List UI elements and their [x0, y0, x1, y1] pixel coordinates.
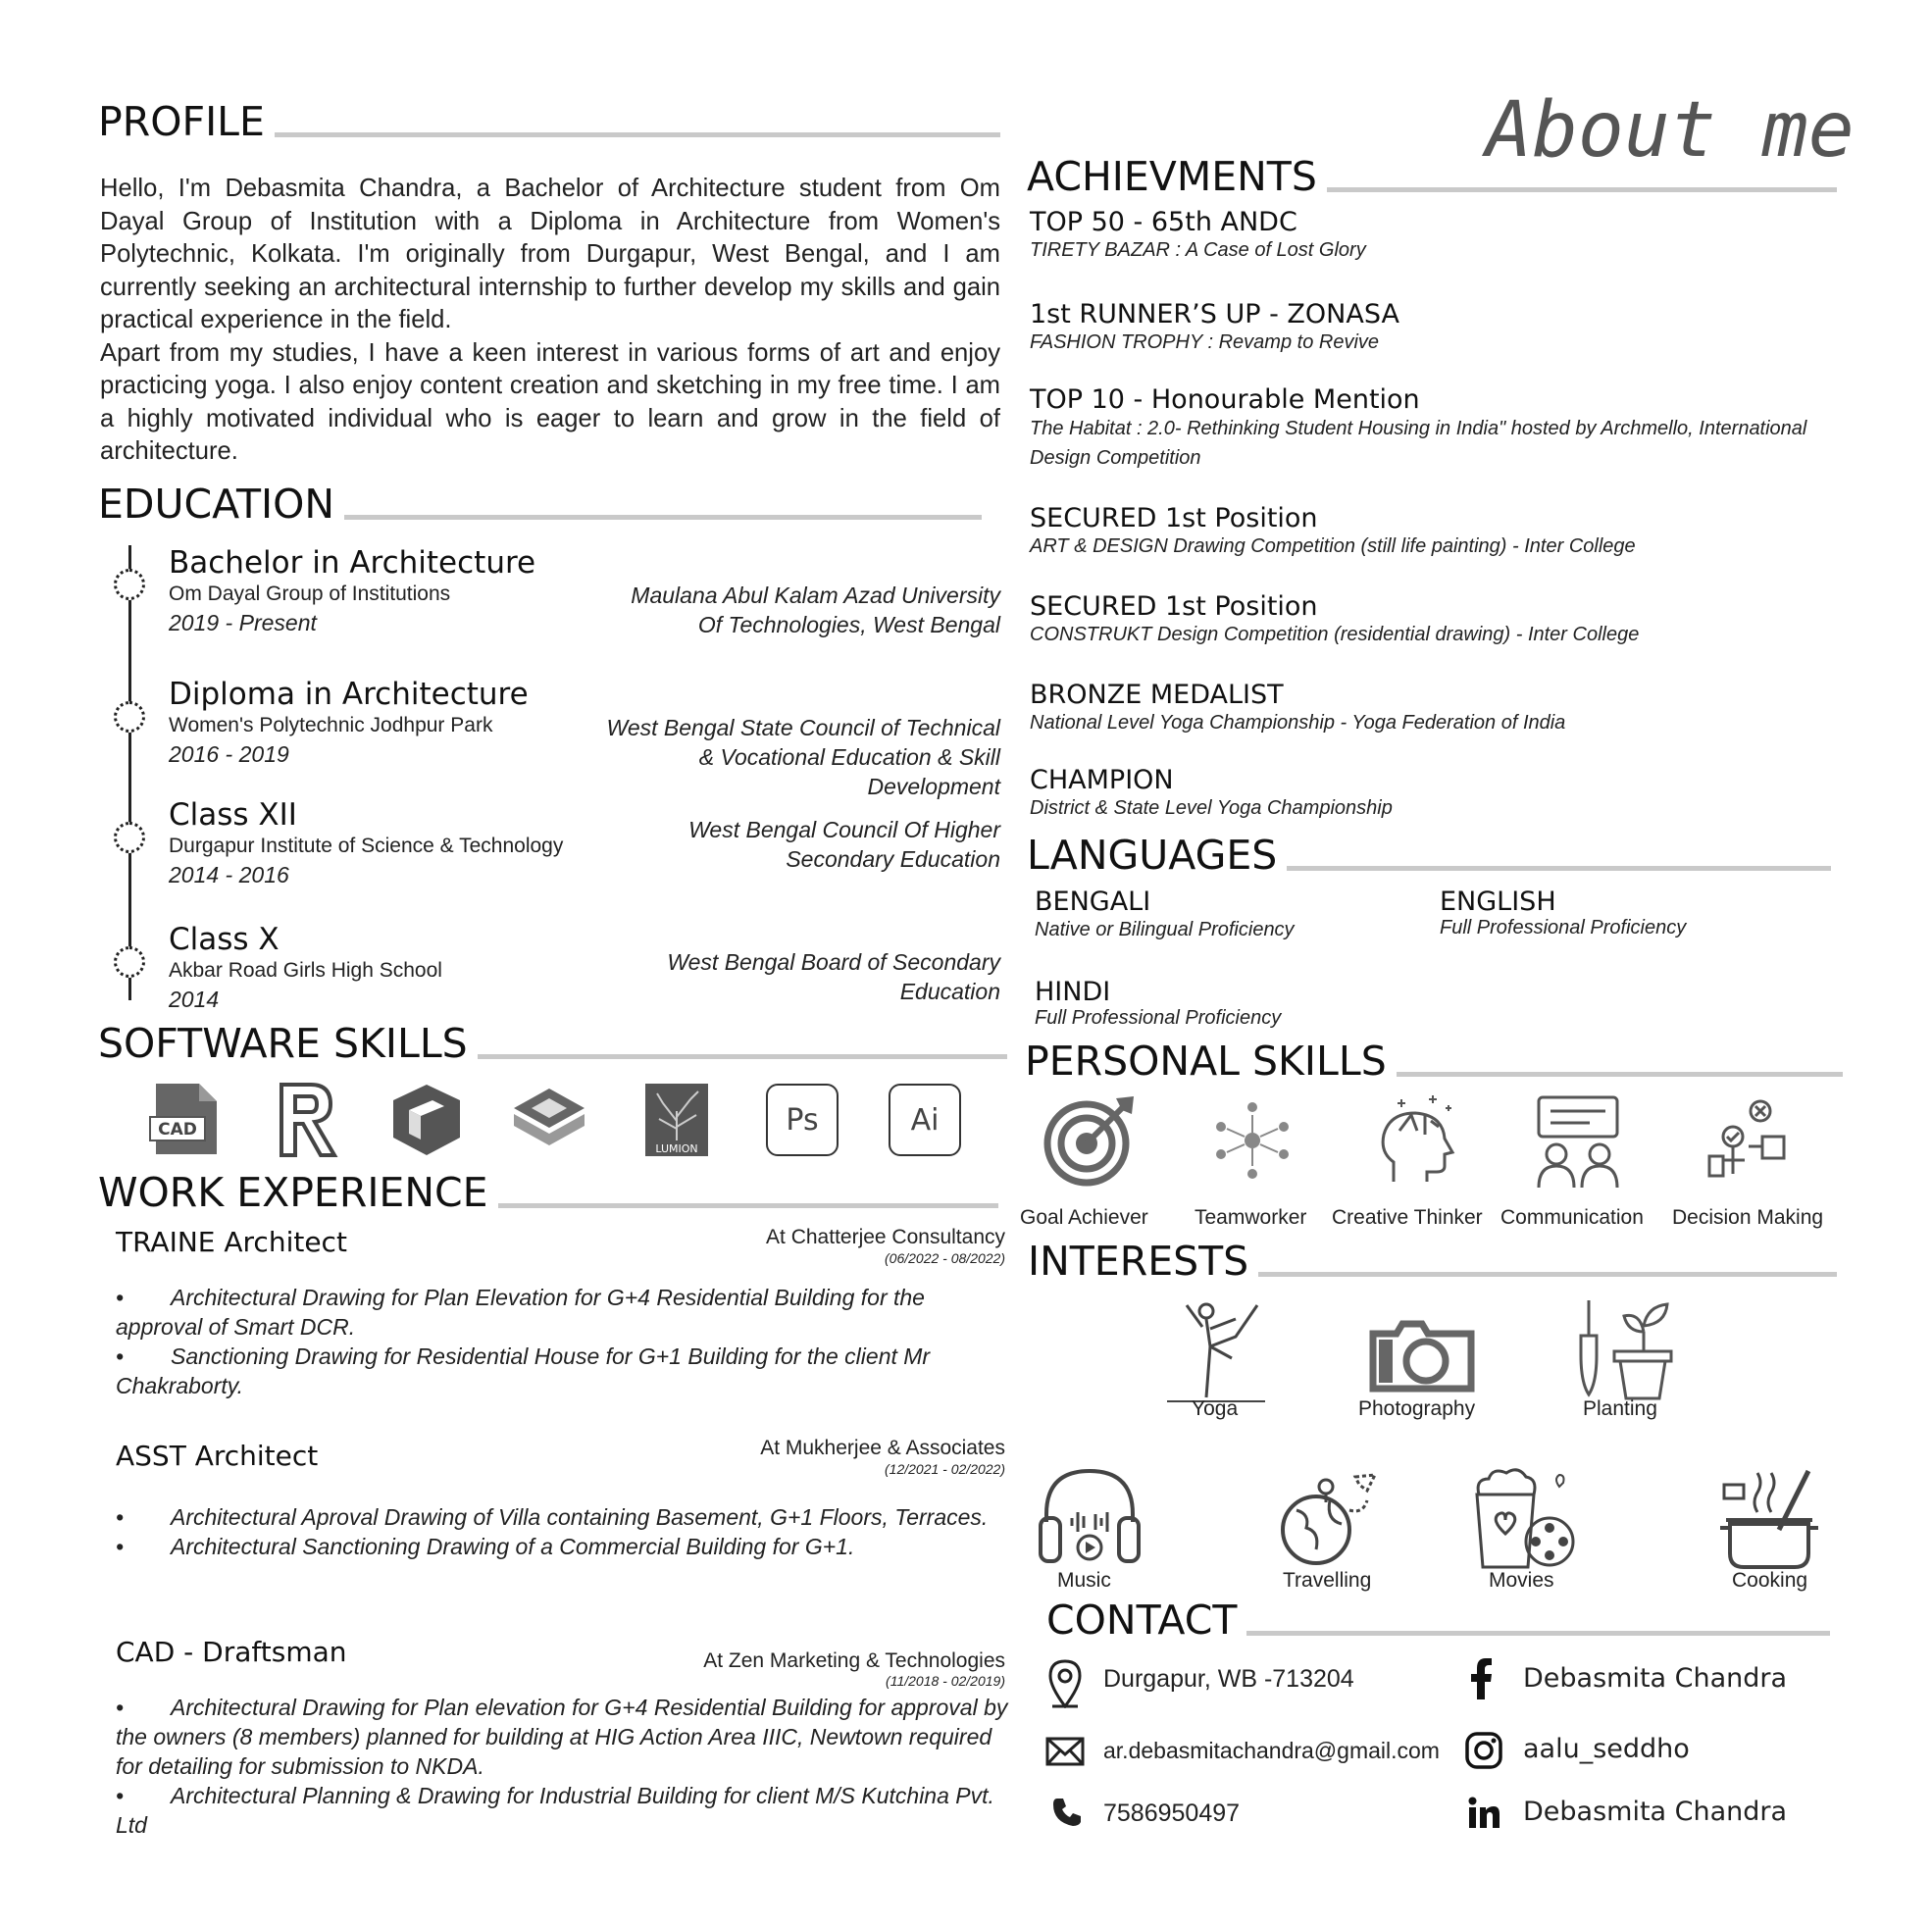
contact-heading-text: CONTACT — [1046, 1597, 1238, 1644]
headphones-icon — [1035, 1463, 1144, 1569]
sketchup-icon — [387, 1081, 466, 1159]
job-bullet: • Sanctioning Drawing for Residential House for G+1 Building for the client Mr Chakraborty. — [116, 1343, 931, 1398]
edu-degree: Bachelor in Architecture — [169, 545, 536, 581]
skill-label: Communication — [1500, 1206, 1644, 1229]
interests-heading — [1028, 1238, 1837, 1285]
edu-board — [569, 713, 1000, 801]
edu-board-line: West Bengal Council Of Higher — [688, 817, 1000, 842]
personal-skills-heading-text: PERSONAL SKILLS — [1025, 1038, 1387, 1085]
achievement-title: TOP 10 - Honourable Mention — [1030, 384, 1420, 415]
job-bullet-text: Architectural Planning & Drawing for Industrial Building for client M/S Kutchina Pvt. Ltd — [116, 1783, 994, 1838]
autocad-icon-label: CAD — [158, 1120, 197, 1140]
achievement-detail: National Level Yoga Championship - Yoga Federation of India — [1030, 712, 1566, 734]
phone-icon — [1047, 1793, 1087, 1832]
contact-email[interactable]: ar.debasmitachandra@gmail.com — [1103, 1738, 1440, 1763]
photoshop-icon — [763, 1081, 841, 1159]
job-bullet: • Architectural Drawing for Plan elevation for G+4 Residential Building for approval by the owners (8 members) planned for building at HIG Action Area IIIC, Newtown required for detailing for submission to NKDA. — [116, 1695, 1008, 1779]
camera-icon — [1367, 1314, 1477, 1396]
edu-degree: Diploma in Architecture — [169, 677, 529, 712]
achievement-title: 1st RUNNER’S UP - ZONASA — [1030, 299, 1399, 329]
languages-heading-text: LANGUAGES — [1027, 832, 1278, 879]
edu-board — [569, 947, 1000, 1006]
cooking-pot-icon — [1718, 1465, 1820, 1571]
profile-rule — [275, 132, 1000, 137]
education-timeline — [128, 545, 131, 1000]
job-bullet-text: Architectural Aproval Drawing of Villa containing Basement, G+1 Floors, Terraces. — [171, 1504, 989, 1530]
job-company: At Chatterjee Consultancy — [766, 1226, 1005, 1248]
job-period: (06/2022 - 08/2022) — [885, 1250, 1005, 1266]
instagram-icon[interactable] — [1464, 1731, 1503, 1770]
achievement-title: SECURED 1st Position — [1030, 503, 1318, 533]
language-level: Full Professional Proficiency — [1035, 1007, 1282, 1029]
job-bullet-text: Architectural Drawing for Plan Elevation for G+4 Residential Building for the approval of Smart DCR. — [116, 1285, 925, 1340]
job-bullet-text: Sanctioning Drawing for Residential House for G+1 Building for the client Mr Chakraborty. — [116, 1343, 931, 1398]
achievements-rule — [1327, 187, 1837, 192]
edu-years: 2019 - Present — [169, 610, 317, 635]
software-rule — [478, 1054, 1007, 1059]
team-network-icon — [1208, 1096, 1296, 1185]
illustrator-icon-label: Ai — [889, 1084, 961, 1156]
achievement-title: TOP 50 - 65th ANDC — [1030, 207, 1297, 237]
communication-icon — [1532, 1092, 1624, 1191]
interest-label: Music — [1057, 1569, 1111, 1592]
language-level: Full Professional Proficiency — [1440, 917, 1687, 938]
lumion-icon — [637, 1081, 716, 1159]
profile-paragraph-2: Apart from my studies, I have a keen interest in various forms of art and enjoy practicing yoga. I also enjoy content creation and sketching in my free time. I am a highly motivated individual who is eager to learn and grow in the field of architecture. — [100, 338, 1000, 465]
edu-board-line: & Vocational Education & Skill — [698, 744, 1000, 770]
job-role: ASST Architect — [116, 1440, 319, 1472]
plant-icon — [1569, 1296, 1677, 1404]
achievement-detail: ART & DESIGN Drawing Competition (still life painting) - Inter College — [1030, 535, 1636, 557]
interest-label: Yoga — [1192, 1397, 1239, 1420]
job-bullets — [116, 1283, 1008, 1400]
edu-institution: Durgapur Institute of Science & Technology — [169, 835, 564, 857]
skill-label: Goal Achiever — [1020, 1206, 1148, 1229]
photoshop-icon-label: Ps — [766, 1084, 839, 1156]
job-period: (12/2021 - 02/2022) — [885, 1461, 1005, 1477]
skill-label: Decision Making — [1672, 1206, 1824, 1229]
job-bullet-text: Architectural Drawing for Plan elevation for G+4 Residential Building for approval by the owners (8 members) planned for building at HIG Action Area IIIC, Newtown required for detailing for submission to NKDA. — [116, 1695, 1008, 1779]
creative-head-icon — [1373, 1090, 1461, 1189]
education-rule — [344, 515, 982, 520]
edu-board-line: Maulana Abul Kalam Azad University — [631, 583, 1000, 608]
edu-years: 2014 - 2016 — [169, 862, 289, 887]
achievements-heading-text: ACHIEVMENTS — [1027, 153, 1317, 200]
personal-skills-heading — [1025, 1038, 1843, 1085]
languages-heading — [1027, 832, 1831, 879]
achievement-detail: FASHION TROPHY : Revamp to Revive — [1030, 331, 1380, 353]
job-bullet: • Architectural Planning & Drawing for Industrial Building for client M/S Kutchina Pvt. Ltd — [116, 1783, 994, 1838]
job-bullet-text: Architectural Sanctioning Drawing of a Commercial Building for G+1. — [171, 1534, 855, 1559]
contact-location: Durgapur, WB -713204 — [1103, 1665, 1354, 1693]
contact-instagram[interactable]: aalu_seddho — [1523, 1734, 1690, 1764]
revit-icon — [267, 1081, 345, 1159]
profile-heading-text: PROFILE — [98, 98, 265, 145]
edu-degree: Class X — [169, 922, 280, 957]
education-heading — [98, 481, 982, 528]
language-name: BENGALI — [1035, 887, 1151, 917]
interests-heading-text: INTERESTS — [1028, 1238, 1249, 1285]
enscape-icon — [510, 1081, 588, 1159]
location-pin-icon — [1045, 1657, 1085, 1708]
job-company: At Mukherjee & Associates — [760, 1437, 1005, 1459]
illustrator-icon — [886, 1081, 964, 1159]
contact-heading — [1046, 1597, 1830, 1644]
skill-label: Teamworker — [1195, 1206, 1307, 1229]
job-bullet: • Architectural Sanctioning Drawing of a Commercial Building for G+1. — [116, 1534, 855, 1559]
contact-rule — [1246, 1631, 1830, 1636]
edu-board — [569, 581, 1000, 639]
edu-board-line: Education — [899, 979, 1000, 1004]
interest-label: Cooking — [1732, 1569, 1808, 1592]
job-bullets — [116, 1502, 1008, 1561]
profile-text — [100, 173, 1000, 469]
contact-facebook[interactable]: Debasmita Chandra — [1523, 1663, 1788, 1694]
interest-label: Photography — [1358, 1397, 1476, 1420]
language-level: Native or Bilingual Proficiency — [1035, 919, 1295, 940]
decision-icon — [1704, 1096, 1793, 1185]
interest-label: Travelling — [1283, 1569, 1372, 1592]
achievement-detail: The Habitat : 2.0- Rethinking Student Housing in India" hosted by Archmello, International Design Competition — [1030, 418, 1807, 469]
edu-board — [569, 815, 1000, 874]
linkedin-icon[interactable] — [1464, 1793, 1503, 1832]
job-role: CAD - Draftsman — [116, 1636, 347, 1668]
achievement-detail: TIRETY BAZAR : A Case of Lost Glory — [1030, 239, 1366, 261]
edu-institution: Women's Polytechnic Jodhpur Park — [169, 714, 493, 736]
job-bullets — [116, 1693, 1008, 1840]
globe-plane-icon — [1277, 1471, 1381, 1569]
edu-board-line: West Bengal State Council of Technical — [606, 715, 1000, 740]
edu-degree: Class XII — [169, 797, 297, 833]
mail-icon — [1045, 1732, 1085, 1771]
lumion-icon-label: LUMION — [655, 1142, 698, 1155]
achievement-title: CHAMPION — [1030, 765, 1174, 795]
languages-rule — [1287, 866, 1831, 871]
job-bullet: • Architectural Drawing for Plan Elevation for G+4 Residential Building for the approval of Smart DCR. — [116, 1285, 925, 1340]
popcorn-film-icon — [1471, 1465, 1579, 1571]
profile-paragraph-1: Hello, I'm Debasmita Chandra, a Bachelor of Architecture student from Om Dayal Group of Institution with a Diploma in Architecture from Women's Polytechnic, Kolkata. I'm originally from Durgapur, West Bengal, and I am currently seeking an architectural internship to further develop my skills and gain practical experience in the field. — [100, 175, 1000, 333]
skill-label: Creative Thinker — [1332, 1206, 1483, 1229]
timeline-dot — [114, 946, 145, 978]
achievement-title: BRONZE MEDALIST — [1030, 680, 1284, 710]
job-role: TRAINE Architect — [116, 1226, 347, 1258]
interests-rule — [1258, 1272, 1837, 1277]
profile-heading — [98, 98, 1000, 145]
edu-years: 2016 - 2019 — [169, 741, 289, 767]
autocad-icon — [145, 1081, 224, 1159]
timeline-dot — [114, 701, 145, 733]
interest-label: Movies — [1489, 1569, 1554, 1592]
work-heading-text: WORK EXPERIENCE — [98, 1169, 488, 1216]
yoga-icon — [1167, 1299, 1265, 1402]
edu-board-line: Of Technologies, West Bengal — [697, 612, 1000, 637]
software-heading — [98, 1020, 1007, 1067]
timeline-dot — [114, 822, 145, 853]
job-bullet: • Architectural Aproval Drawing of Villa containing Basement, G+1 Floors, Terraces. — [116, 1504, 989, 1530]
edu-years: 2014 — [169, 987, 220, 1012]
personal-skills-rule — [1397, 1072, 1843, 1077]
work-heading — [98, 1169, 998, 1216]
language-name: HINDI — [1035, 977, 1111, 1007]
language-name: ENGLISH — [1440, 887, 1556, 917]
about-me-title: About me — [1486, 86, 1855, 175]
contact-phone[interactable]: 7586950497 — [1103, 1799, 1241, 1827]
education-heading-text: EDUCATION — [98, 481, 335, 528]
software-heading-text: SOFTWARE SKILLS — [98, 1020, 468, 1067]
edu-board-line: West Bengal Board of Secondary — [667, 949, 1000, 975]
work-rule — [498, 1203, 998, 1208]
contact-linkedin[interactable]: Debasmita Chandra — [1523, 1797, 1788, 1827]
timeline-dot — [114, 569, 145, 600]
achievements-heading — [1027, 153, 1837, 200]
target-icon — [1042, 1090, 1140, 1189]
job-company: At Zen Marketing & Technologies — [703, 1649, 1005, 1672]
achievement-detail: District & State Level Yoga Championship — [1030, 797, 1393, 819]
facebook-icon[interactable] — [1461, 1659, 1500, 1698]
achievement-title: SECURED 1st Position — [1030, 591, 1318, 622]
edu-board-line: Development — [867, 774, 1000, 799]
edu-institution: Om Dayal Group of Institutions — [169, 583, 451, 605]
achievement-detail: CONSTRUKT Design Competition (residential drawing) - Inter College — [1030, 624, 1640, 645]
job-period: (11/2018 - 02/2019) — [886, 1673, 1005, 1689]
interest-label: Planting — [1583, 1397, 1657, 1420]
edu-board-line: Secondary Education — [786, 846, 1000, 872]
edu-institution: Akbar Road Girls High School — [169, 959, 442, 982]
